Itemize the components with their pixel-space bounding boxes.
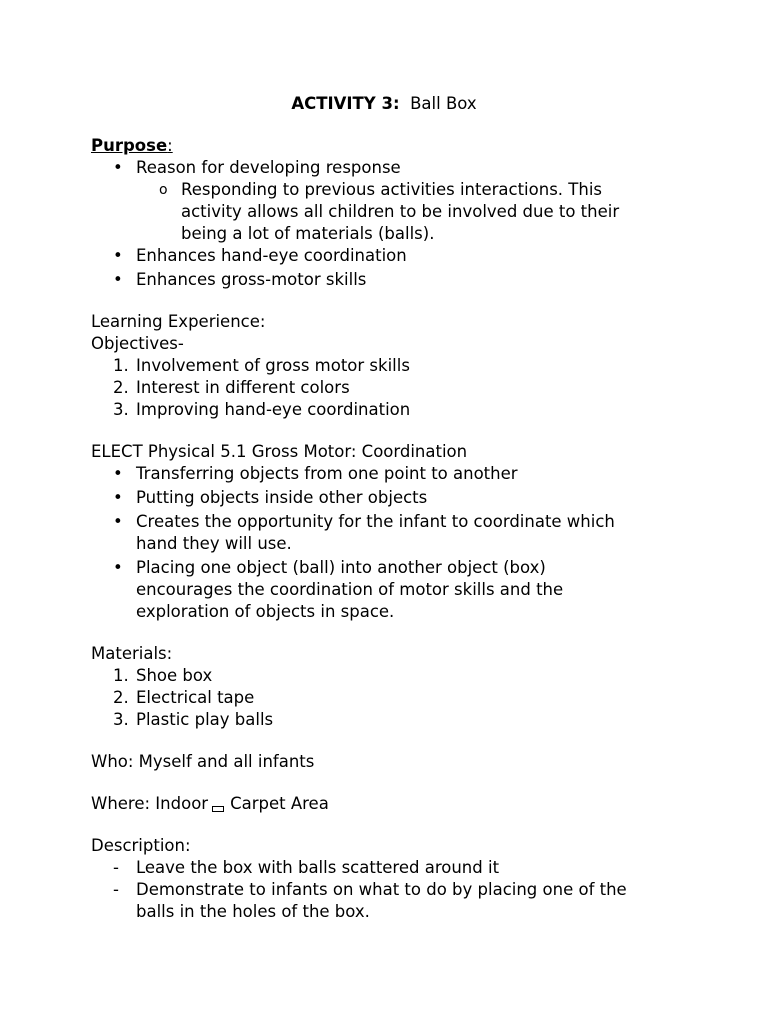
elect-heading: ELECT Physical 5.1 Gross Motor: Coordination bbox=[91, 442, 468, 461]
list-item bbox=[91, 665, 691, 687]
elect-item-line: Transferring objects from one point to another bbox=[136, 464, 518, 483]
learning-heading: Learning Experience: bbox=[91, 312, 266, 331]
list-number: 3. bbox=[113, 400, 129, 419]
elect-item-line: Creates the opportunity for the infant to coordinate which bbox=[136, 512, 615, 531]
bullet-marker: • bbox=[113, 246, 123, 265]
bullet-marker: • bbox=[113, 488, 123, 507]
dash-marker: - bbox=[113, 858, 119, 877]
elect-item-line: Putting objects inside other objects bbox=[136, 488, 428, 507]
description-item-line: Leave the box with balls scattered around it bbox=[136, 858, 500, 877]
list-item bbox=[91, 269, 691, 291]
bullet-marker: • bbox=[113, 270, 123, 289]
materials-list bbox=[91, 665, 691, 731]
list-number: 2. bbox=[113, 378, 129, 397]
list-number: 3. bbox=[113, 710, 129, 729]
purpose-item-text: Enhances gross-motor skills bbox=[136, 270, 367, 289]
where-suffix: Carpet Area bbox=[230, 794, 329, 813]
material-text: Electrical tape bbox=[136, 688, 255, 707]
where-line bbox=[91, 793, 691, 815]
bullet-marker: • bbox=[113, 464, 123, 483]
list-item bbox=[91, 463, 691, 485]
material-text: Shoe box bbox=[136, 666, 213, 685]
sub-item-line: Responding to previous activities interactions. This bbox=[181, 180, 602, 199]
objective-text: Improving hand-eye coordination bbox=[136, 400, 411, 419]
sub-item-line: activity allows all children to be involved due to their bbox=[181, 202, 620, 221]
list-item bbox=[91, 709, 691, 731]
list-number: 2. bbox=[113, 688, 129, 707]
list-number: 1. bbox=[113, 356, 129, 375]
document-body bbox=[91, 135, 691, 923]
list-number: 1. bbox=[113, 666, 129, 685]
objective-text: Interest in different colors bbox=[136, 378, 350, 397]
purpose-item-text: Reason for developing response bbox=[136, 158, 401, 177]
list-item bbox=[91, 687, 691, 709]
bullet-marker: • bbox=[113, 158, 123, 177]
list-item bbox=[91, 399, 691, 421]
elect-list bbox=[91, 463, 691, 623]
sub-item-line: being a lot of materials (balls). bbox=[181, 224, 435, 243]
elect-item-line: encourages the coordination of motor skills and the bbox=[136, 580, 564, 599]
list-item bbox=[91, 557, 691, 623]
description-item-line: balls in the holes of the box. bbox=[136, 902, 370, 921]
dash-marker: - bbox=[113, 880, 119, 899]
purpose-item-text: Enhances hand-eye coordination bbox=[136, 246, 407, 265]
objective-text: Involvement of gross motor skills bbox=[136, 356, 410, 375]
list-item bbox=[91, 377, 691, 399]
bullet-marker: • bbox=[113, 512, 123, 531]
description-heading: Description: bbox=[91, 836, 191, 855]
purpose-heading: Purpose bbox=[91, 136, 168, 155]
list-item bbox=[91, 511, 691, 555]
list-item bbox=[91, 879, 691, 923]
purpose-list bbox=[91, 157, 691, 291]
bullet-marker: • bbox=[113, 558, 123, 577]
list-item bbox=[91, 245, 691, 267]
where-prefix: Where: Indoor bbox=[91, 794, 209, 813]
list-item bbox=[91, 355, 691, 377]
list-item bbox=[91, 157, 691, 179]
inline-box-mark bbox=[212, 806, 224, 812]
elect-item-line: hand they will use. bbox=[136, 534, 292, 553]
materials-heading: Materials: bbox=[91, 644, 173, 663]
activity-title-label: ACTIVITY 3: bbox=[291, 94, 400, 113]
elect-item-line: Placing one object (ball) into another object (box) bbox=[136, 558, 546, 577]
material-text: Plastic play balls bbox=[136, 710, 274, 729]
sub-bullet-marker: o bbox=[159, 182, 168, 198]
activity-title-name: Ball Box bbox=[410, 94, 477, 113]
list-item bbox=[91, 487, 691, 509]
purpose-heading-line bbox=[91, 135, 691, 157]
list-item bbox=[91, 857, 691, 879]
sub-list-item bbox=[91, 179, 691, 245]
objectives-heading: Objectives- bbox=[91, 334, 184, 353]
who-line: Who: Myself and all infants bbox=[91, 752, 315, 771]
description-list bbox=[91, 857, 691, 923]
description-item-line: Demonstrate to infants on what to do by placing one of the bbox=[136, 880, 627, 899]
elect-item-line: exploration of objects in space. bbox=[136, 602, 395, 621]
purpose-heading-colon: : bbox=[167, 136, 173, 155]
activity-title bbox=[0, 93, 768, 115]
objectives-list bbox=[91, 355, 691, 421]
